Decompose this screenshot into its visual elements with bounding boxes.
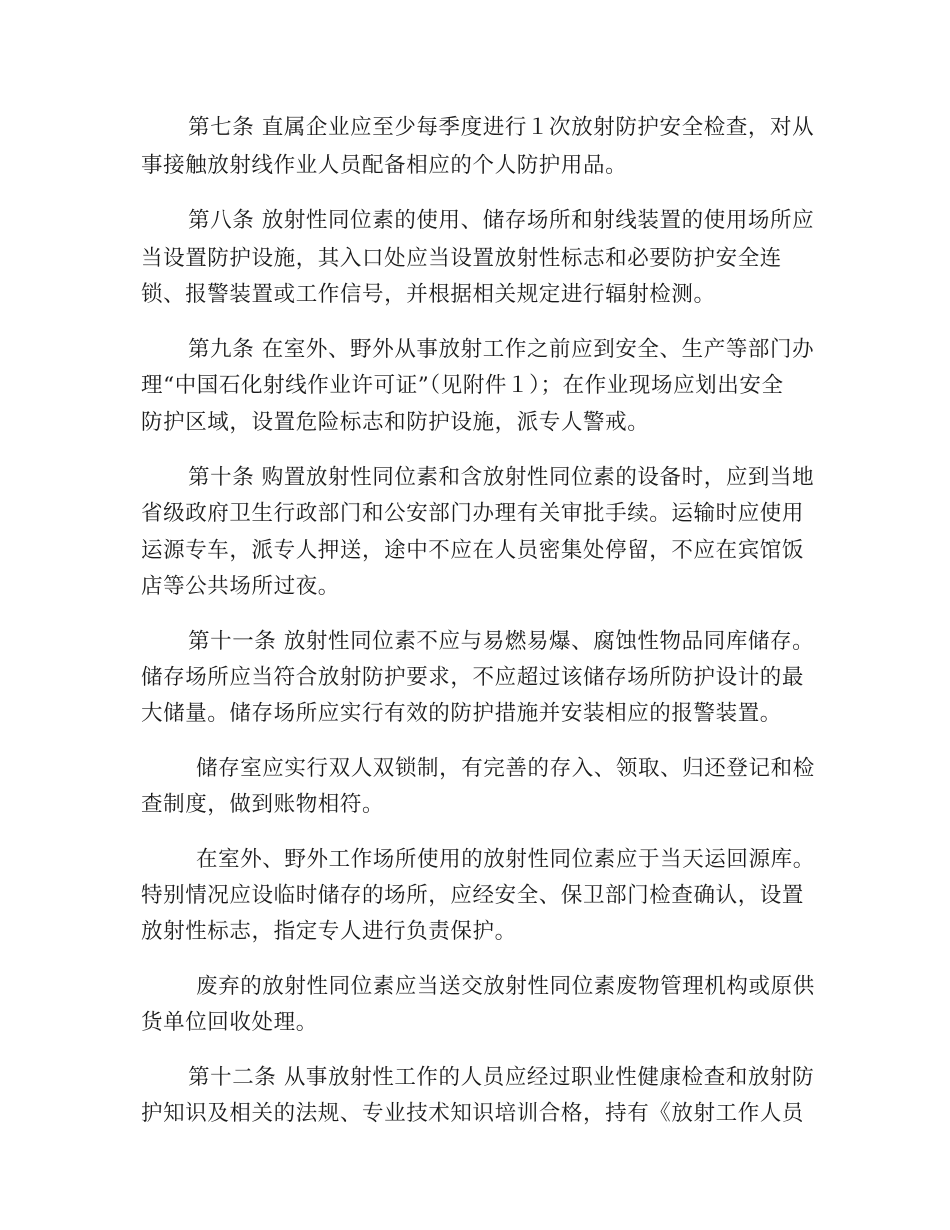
storage-rule-line-1: 储存室应实行双人双锁制，有完善的存入、领取、归还登记和检 xyxy=(196,756,815,781)
article-8-line-3: 锁、报警装置或工作信号，并根据相关规定进行辐射检测。 xyxy=(141,282,716,307)
article-10-line-1: 第十条 购置放射性同位素和含放射性同位素的设备时，应到当地 xyxy=(188,465,815,490)
disposal-line-1: 废弃的放射性同位素应当送交放射性同位素废物管理机构或原供 xyxy=(196,974,815,999)
article-11-line-3: 大储量。储存场所应实行有效的防护措施并安装相应的报警装置。 xyxy=(141,701,782,726)
article-12-line-2: 护知识及相关的法规、专业技术知识培训合格，持有《放射工作人员 xyxy=(141,1101,805,1126)
storage-rule-line-2: 查制度，做到账物相符。 xyxy=(141,792,385,817)
field-use-line-2: 特别情况应设临时储存的场所，应经安全、保卫部门检查确认，设置 xyxy=(141,883,805,908)
article-7-line-2: 事接触放射线作业人员配备相应的个人防护用品。 xyxy=(141,153,628,178)
article-9-line-3: 防护区域，设置危险标志和防护设施，派专人警戒。 xyxy=(141,410,650,435)
field-use-line-1: 在室外、野外工作场所使用的放射性同位素应于当天运回源库。 xyxy=(196,847,815,872)
field-use-line-3: 放射性标志，指定专人进行负责保护。 xyxy=(141,919,517,944)
article-9-line-2: 理“中国石化射线作业许可证”（见附件１）；在作业现场应划出安全 xyxy=(141,373,784,398)
article-11-line-2: 储存场所应当符合放射防护要求，不应超过该储存场所防护设计的最 xyxy=(141,665,805,690)
article-10-line-3: 运源专车，派专人押送，途中不应在人员密集处停留，不应在宾馆饭 xyxy=(141,538,805,563)
disposal-line-2: 货单位回收处理。 xyxy=(141,1010,318,1035)
article-8-line-1: 第八条 放射性同位素的使用、储存场所和射线装置的使用场所应 xyxy=(188,208,815,233)
article-9-line-1: 第九条 在室外、野外从事放射工作之前应到安全、生产等部门办 xyxy=(188,337,815,362)
article-11-line-1: 第十一条 放射性同位素不应与易燃易爆、腐蚀性物品同库储存。 xyxy=(188,629,815,654)
article-12-line-1: 第十二条 从事放射性工作的人员应经过职业性健康检查和放射防 xyxy=(188,1065,815,1090)
article-10-line-2: 省级政府卫生行政部门和公安部门办理有关审批手续。运输时应使用 xyxy=(141,501,805,526)
article-10-line-4: 店等公共场所过夜。 xyxy=(141,574,340,599)
article-7-line-1: 第七条 直属企业应至少每季度进行１次放射防护安全检查，对从 xyxy=(188,115,815,140)
article-8-line-2: 当设置防护设施，其入口处应当设置放射性标志和必要防护安全连 xyxy=(141,246,782,271)
